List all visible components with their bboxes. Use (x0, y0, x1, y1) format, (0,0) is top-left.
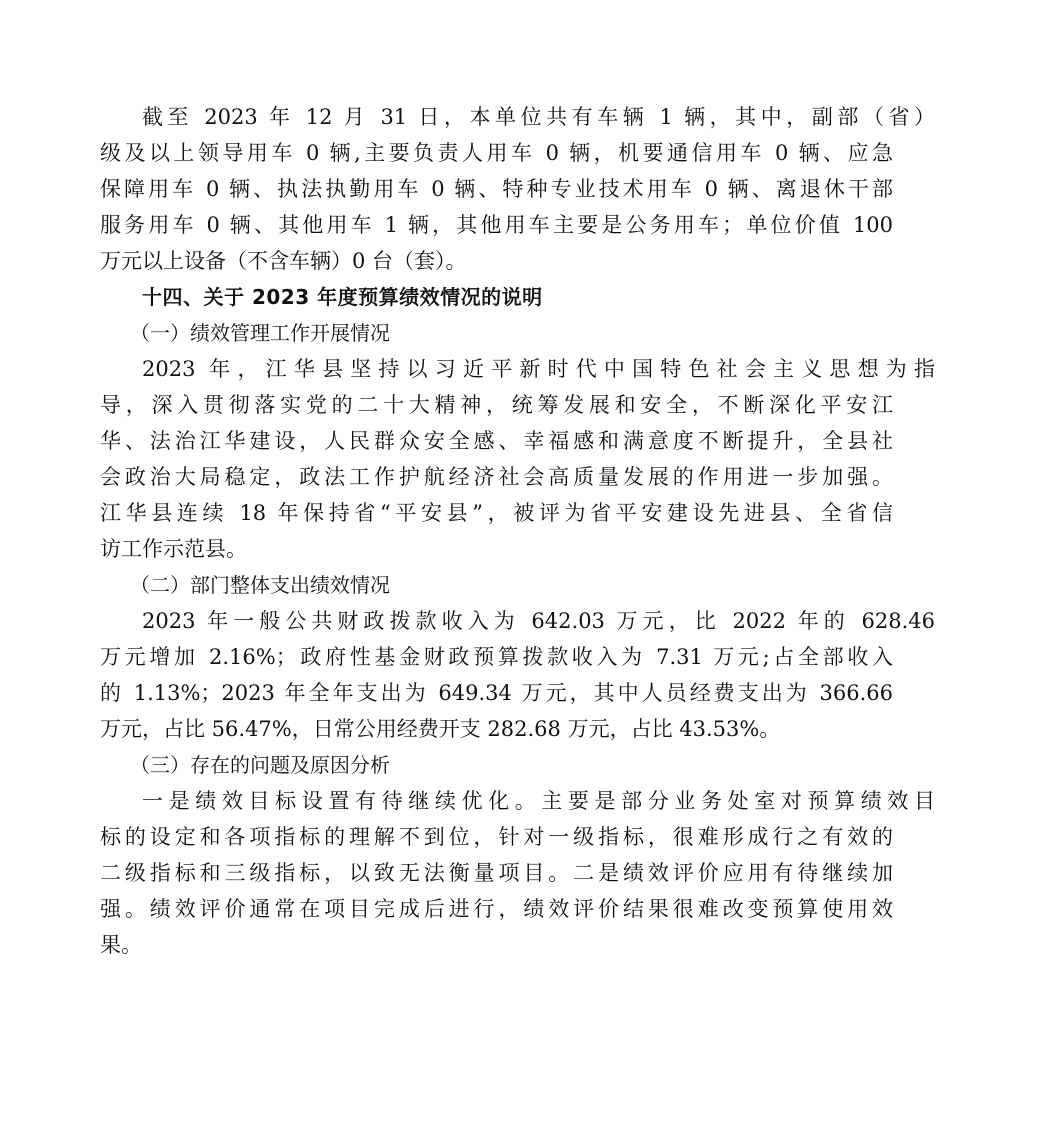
subsection-heading: （一）绩效管理工作开展情况 (130, 321, 390, 345)
text-line: 一是绩效目标设置有待继续优化。主要是部分业务处室对预算绩效目 (142, 789, 935, 813)
paragraph-problems (0, 783, 935, 963)
text-line: 果。 (100, 933, 142, 957)
subsection-heading: （三）存在的问题及原因分析 (130, 753, 390, 777)
text-line: 万元增加 2.16%；政府性基金财政预算拨款收入为 7.31 万元;占全部收入 (100, 645, 893, 669)
text-line: 会政治大局稳定，政法工作护航经济社会高质量发展的作用进一步加强。 (100, 465, 893, 489)
text-line: 标的设定和各项指标的理解不到位，针对一级指标，很难形成行之有效的 (100, 825, 893, 849)
paragraph-vehicles (0, 99, 935, 279)
text-line: 强。绩效评价通常在项目完成后进行，绩效评价结果很难改变预算使用效 (100, 897, 893, 921)
text-line: 访工作示范县。 (100, 537, 247, 561)
text-line: 的 1.13%；2023 年全年支出为 649.34 万元，其中人员经费支出为 366.66 (100, 681, 893, 705)
text-line: 保障用车 0 辆、执法执勤用车 0 辆、特种专业技术用车 0 辆、离退休干部 (100, 177, 893, 201)
subsection-heading: （二）部门整体支出绩效情况 (130, 573, 390, 597)
text-line: 2023 年，江华县坚持以习近平新时代中国特色社会主义思想为指 (142, 357, 935, 381)
text-line: 级及以上领导用车 0 辆,主要负责人用车 0 辆，机要通信用车 0 辆、应急 (100, 141, 893, 165)
text-line: 万元，占比 56.47%，日常公用经费开支 282.68 万元，占比 43.53%。 (100, 717, 781, 741)
section-heading: 十四、关于 2023 年度预算绩效情况的说明 (142, 285, 543, 309)
text-line: 华、法治江华建设，人民群众安全感、幸福感和满意度不断提升，全县社 (100, 429, 893, 453)
text-line: 江华县连续 18 年保持省“平安县”，被评为省平安建设先进县、全省信 (100, 501, 893, 525)
text-line: 导，深入贯彻落实党的二十大精神，统筹发展和安全，不断深化平安江 (100, 393, 893, 417)
paragraph-expenditure (0, 603, 935, 747)
text-line: 2023 年一般公共财政拨款收入为 642.03 万元，比 2022 年的 628.46 (142, 609, 935, 633)
text-line: 服务用车 0 辆、其他用车 1 辆，其他用车主要是公务用车；单位价值 100 (100, 213, 893, 237)
paragraph-performance-management (0, 351, 935, 567)
text-line: 二级指标和三级指标，以致无法衡量项目。二是绩效评价应用有待继续加 (100, 861, 893, 885)
text-line: 截至 2023 年 12 月 31 日，本单位共有车辆 1 辆，其中，副部（省） (142, 105, 935, 129)
text-line: 万元以上设备（不含车辆）0 台（套）。 (100, 249, 467, 273)
